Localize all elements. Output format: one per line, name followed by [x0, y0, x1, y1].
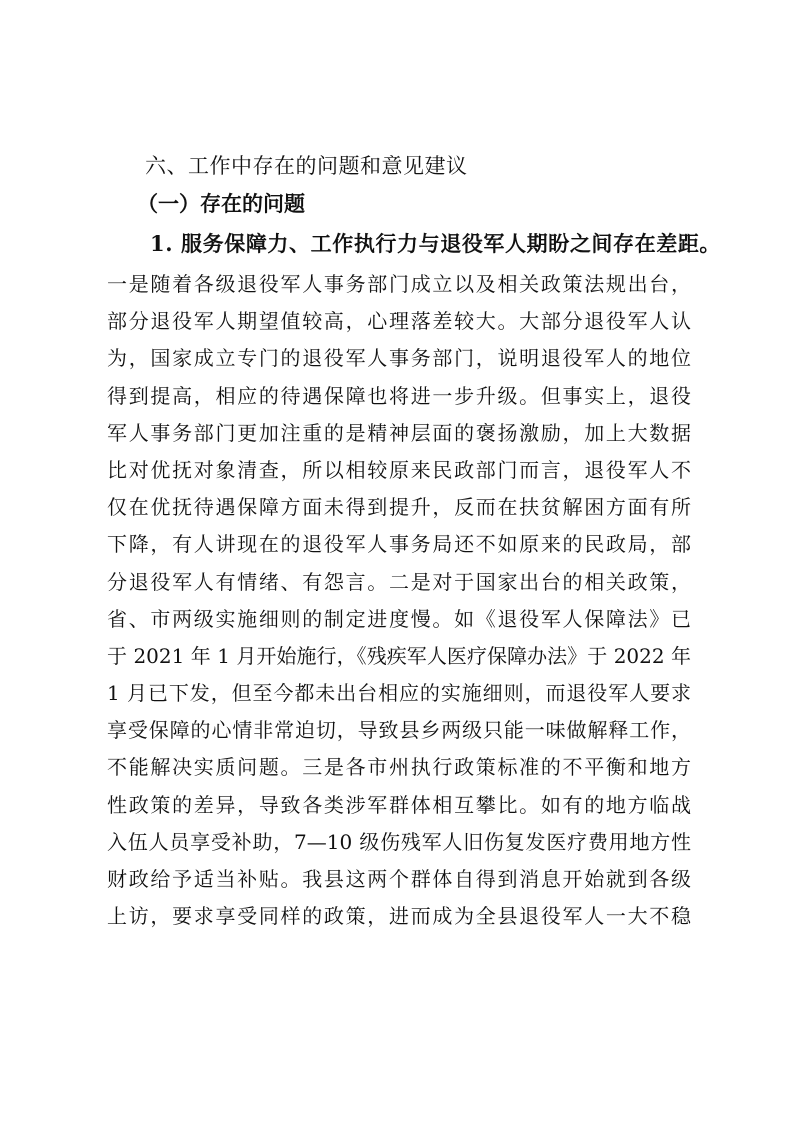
paragraph-line: 分退役军人有情绪、有怨言。二是对于国家出台的相关政策， [107, 569, 691, 594]
paragraph-line: 性政策的差异，导致各类涉军群体相互攀比。如有的地方临战 [107, 792, 691, 817]
paragraph-line: 军人事务部门更加注重的是精神层面的褒扬激励，加上大数据 [107, 420, 691, 445]
paragraph-line: 不能解决实质问题。三是各市州执行政策标准的不平衡和地方 [107, 755, 691, 780]
point-heading: 1. 服务保障力、工作执行力与退役军人期盼之间存在差距。 [150, 231, 722, 256]
subsection-heading: （一）存在的问题 [137, 191, 305, 216]
paragraph-line: 部分退役军人期望值较高，心理落差较大。大部分退役军人认 [107, 309, 691, 334]
paragraph-line: 财政给予适当补贴。我县这两个群体自得到消息开始就到各级 [107, 867, 691, 891]
body-paragraph [107, 266, 691, 935]
section-heading: 六、工作中存在的问题和意见建议 [145, 154, 468, 178]
paragraph-line: 享受保障的心情非常迫切，导致县乡两级只能一味做解释工作， [107, 718, 691, 743]
paragraph-line: 一是随着各级退役军人事务部门成立以及相关政策法规出台， [107, 272, 691, 296]
paragraph-line: 为，国家成立专门的退役军人事务部门，说明退役军人的地位 [107, 346, 691, 371]
paragraph-line: 比对优抚对象清查，所以相较原来民政部门而言，退役军人不 [107, 457, 691, 482]
paragraph-line: 省、市两级实施细则的制定进度慢。如《退役军人保障法》已 [107, 606, 691, 631]
paragraph-line: 仅在优抚待遇保障方面未得到提升，反而在扶贫解困方面有所 [107, 495, 691, 520]
paragraph-line: 入伍人员享受补助，7—10 级伤残军人旧伤复发医疗费用地方性 [107, 829, 691, 854]
paragraph-line: 于 2021 年 1 月开始施行，《残疾军人医疗保障办法》于 2022 年 [107, 643, 691, 668]
paragraph-line: 上访，要求享受同样的政策，进而成为全县退役军人一大不稳 [107, 904, 691, 929]
paragraph-line: 下降，有人讲现在的退役军人事务局还不如原来的民政局，部 [107, 532, 691, 557]
paragraph-line: 得到提高，相应的待遇保障也将进一步升级。但事实上，退役 [107, 383, 691, 408]
paragraph-line: 1 月已下发，但至今都未出台相应的实施细则，而退役军人要求 [107, 681, 691, 706]
